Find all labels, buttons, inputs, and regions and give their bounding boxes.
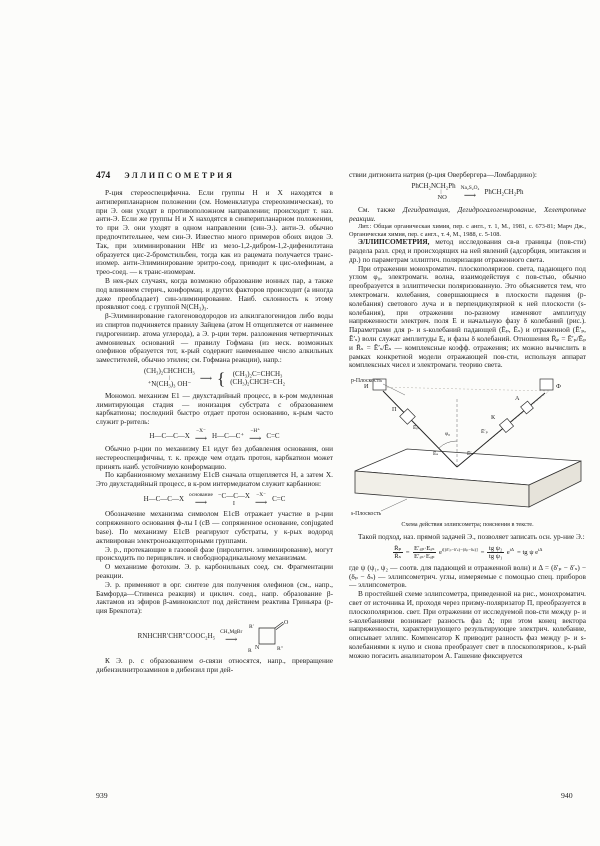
compensator-label: К [491,414,496,422]
literature: Лит.: Общая органическая химия, пер. с англ., т. 1, М., 1981, с. 673-81; Марч Дж., Органическая химия, пер. с англ., т. 4, М., 1988, с. 5-108. [349,223,586,238]
s-plane-label: s-Плоскость [351,511,382,518]
page-number: 474 [96,171,111,181]
detector-label: Ф [556,383,561,391]
paragraph: Мономол. механизм Е1 — двухстадийный процесс, в к-ром медленная лимитирующая стадия — ионизация субстрата с образованием карбкатиона; последний быстро отдает протон основанию, к-рым часто служит р-ритель: [96,390,333,427]
vector-ep2-label: Ē′ₚ [481,429,488,436]
figure-caption: Схема действия эллипсометра; пояснения в тексте. [401,522,534,529]
paragraph: В нек-рых случаях, когда возможно образование ионных пар, а также под влиянием стерич., конформац. и других факторов происходит (а иногда даже преобладает) син-элиминирование. Наиб. склонность к этому проявляют соед. с группой N(CH₃)₃. [96,275,333,312]
ring-label-r: R [248,648,252,655]
paragraph: Р-ция стереоспецифична. Если группы Н и Х находятся в антиперипланарном положении (см. Номенклатура стереохимическая), то при Э. они уходят в противоположном направлении; происходит т. наз. анти-Э. Если же группы Н и Х находятся в синперипланарном положении, то при Э. они уходят в одном направлении (син-Э.). анти-Э. обычно предпочтительнее, чем син-Э. Известно много примеров обоих видов Э. Так, при элиминировании HBr из мезо-1,2-дибром-1,2-дифенилэтана образуется цис-2-бромстильбен, тогда как из рацемата получается транс-изомер. анти-Элиминирование эритро-соед. приводит к цис-олефинам, а трео-соед. — к транс-изомерам. [96,189,333,277]
formula-line: PhCH₂NCH₂Ph [411,182,456,191]
running-title: ЭЛЛИПСОМЕТРИЯ [124,171,235,180]
formula-line: ⁺N(CH₃)₃ OH⁻ [147,380,192,389]
paragraph: О механизме фотохим. Э. р. карбонильных соед. см. Фрагментации реакции. [96,562,333,580]
paragraph: β-Элиминирование галогеноводородов из алкилгалогенидов либо воды из спиртов подчиняется правилу Зайцева (атом Н отщепляется от наименее гидрогенизир. атома углерода), а Э. р-ции терм. разложения четвертичных аммониевых оснований — правилу Гофмана (из неск. возможных олефинов образуется тот, к-рый содержит наименьшее число алкильных заместителей, обычно этилен; см. Гофмана реакции), напр.: [96,311,333,365]
vector-ep-label: Ēₚ [413,425,419,432]
s-plane-pointer [381,499,407,511]
ring-label-r2: R″ [277,646,284,653]
vector-es2-label: Ē′ₛ [467,451,474,458]
formula-line: (CH₃)₂CHCH=CH₂ [230,378,286,387]
ring-label-o: O [284,620,289,627]
analyzer-label: А [515,395,520,403]
paragraph: К Э. р. с образованием σ-связи относятся, напр., превращение дибензилнитрозаминов в дибензил при дей- [96,656,333,675]
p-plane-label: p-Плоскость [351,378,382,385]
intermediate-stack [218,492,250,508]
ellipsometry-equation [349,545,586,560]
bond-line: | [440,190,442,196]
ring-label-n: N [255,645,260,652]
formula-line: RNHCHR′CHR″COOC₂H₅ [137,632,216,641]
paragraph: Обычно р-ции по механизму Е1 идут без добавления основания, они нестереоспецифичны, т. к. прежде чем отдать протон, карбкатион может принять наиб. устойчивую конформацию. [96,444,333,471]
reactant-stack [144,367,195,388]
formula-line: Н—С—С—Х [143,495,185,504]
fraction: $\frac{\text{R̄ₚ}}{\text{R̄ₛ}}$ [394,544,402,561]
reactant-with-nitroso [411,182,455,202]
paragraph: Э. р., протекающие в газовой фазе (пиролитич. элиминирование), могут происходить по перициклич. и свободнорадикальному механизмам. [96,544,333,563]
running-header [96,171,333,181]
reaction-arrow: −X⁻ ⟶ [194,428,208,444]
compound-number: I [232,499,235,507]
formula-hofmann-elimination [96,367,333,388]
entry-ellipsometry [349,238,586,264]
reaction-arrow: CH₃MgBr ⟶ [220,629,243,644]
vector-es-label: Ēₛ [433,451,439,458]
formula-line: С=С [272,495,286,504]
paragraph: По карбанионному механизму Е1сВ сначала отщепляется Н, а затем Х. Это двухстадийный процесс, в к-ром интермедиатом служит карбанион: [96,470,333,489]
right-column [349,171,586,787]
column-number-right: 940 [561,791,573,800]
product-stack [230,370,285,387]
paragraph: В простейшей схеме эллипсометра, приведенной на рис., монохроматич. свет от источника И, проходя через призму-поляризатор П, преобразуется в плоскополяризов. свет. При отражении от исследуемой пов-сти между p- и s-колебаниями возникает разность фаз Δ; при этом конец вектора напряженности, характеризующего результирующее электрич. колебание, описывает эллипс. Компенсатор К приводит разность фаз между p- и s-колебаниями к нулю и снова преобразует свет в плоскополяризов., к-рый можно погасить анализатором А. Гашение фиксируется [349,589,586,660]
scheme-e1-mechanism [96,429,333,442]
scheme-e1cb-mechanism [96,492,333,508]
paragraph: где ψ (ψ₁, ψ₂ — соотв. для падающей и отраженной волн) и Δ = (δ′ₚ − δ′ₛ) − (δₚ − δₛ) — эллипсометрич. углы, измеряемые с помощью спец. приборов — эллипсометров. [349,562,586,590]
paragraph: ствии дитионита натрия (р-ция Овербергера—Ломбардино): [349,171,537,179]
polarizer-label: П [392,406,397,414]
nitroso-group: NO [437,194,447,202]
reaction-arrow: −H⁺ ⟶ [249,428,262,444]
detector-box [540,379,553,390]
equals-sign: = [480,548,485,556]
left-column [96,189,333,787]
formula-line: Н—С—С⁺ [212,431,245,440]
entry-term: ЭЛЛИПСОМЕТРИЯ, [358,237,430,247]
formula-breckpot-reaction [96,618,333,654]
entry-text: метод исследования св-в границы (пов-сти) раздела разл. сред и происходящих на ней явлений (адсорбция, эпитаксия и др.) по параметрам эллиптич. поляризации отраженного света. [349,237,586,264]
formula-line: (CH₃)₂C=CHCH₃ [232,369,283,378]
exponential-term: $e^{i\Delta}$ [506,546,514,556]
formula-line: PhCH₂CH₂Ph [484,188,524,197]
equation-tail: = tg ψ $e^{i\Delta}$ [517,546,543,556]
compensator-element [499,419,513,433]
reaction-arrow: ⟶ [199,372,213,383]
paragraph: Э. р. применяют в орг. синтезе для получения олефинов (см., напр., Бамфорда—Стивенса реакция) и циклич. соед., напр. образование β-лактамов из эфиров β-аминокислот под действием реактива Гриньяра (р-ция Брекпота): [96,579,333,616]
brace: { [217,368,226,388]
paragraph: Такой подход, наз. прямой задачей Э., позволяет записать осн. ур-ние Э.: [358,531,585,541]
see-also: См. также Дегидратация, Дегидрогалогенирование, Хелетропные реакции. [349,204,586,223]
angle-arc [439,441,457,448]
formula-line: С=С [266,431,280,440]
column-number-left: 939 [96,791,108,800]
reaction-arrow: −X⁻ ⟶ [254,492,268,507]
paragraph: Обозначение механизма символом Е1сВ отражает участие в р-ции сопряженного основания ф-лы I (сВ — сопряженное основание, conjugated base). По механизму Е1сВ реагируют субстраты, у к-рых водород активирован электроноакцепторными группами. [96,509,333,545]
source-label: И [364,383,369,391]
reaction-arrow: основание ⟶ [189,492,213,507]
ring-label-r1: R′ [249,624,255,631]
formula-line: (CH₃)₂CHCHCH₃ [143,367,195,376]
beta-lactam-ring [247,618,291,654]
formula-overberger-reaction [349,182,586,202]
paragraph: При отражении монохроматич. плоскополяризов. света, падающего под углом φ₀, электромагн. волна, взаимодействуя с пов-стью, обычно преобразуется в эллиптически поляризованную. Это объясняется тем, что электромагн. колебания, совершающиеся в плоскости падения (p-колебания) светового луча и в перпендикулярной к ней плоскости (s-колебания), при отражении по-разному изменяют амплитуду напряженности электрич. поля Е и начальную фазу δ колебаний (рис.). Параметрами для p- и s-колебаний падающей (Ēₚ, Ēₛ) и отраженной (Ē′ₚ, Ē′ₛ) волн служат амплитуды Eₐ и фазы δ колебаний. Отношения R̄ₚ = Ē′ₚ/Ēₚ и R̄ₛ = Ē′ₛ/Ēₛ — комплексные коэфф. отражения; их можно вычислить в рамках конкретной модели отражающей пов-сти, используя аппарат комплексных чисел и электромагн. теорию света. [349,263,586,370]
formula-line: ⁻С—С—Х [217,491,250,500]
exponential-term: $e^{i[(\delta'_p-\delta'_s)-(\delta_p-\delta_s)]}$ [438,546,478,556]
ellipsometer-scheme [349,373,586,521]
fraction: $\frac{\text{E′ₐₚ·Eₐₛ}}{\text{E′ₐₛ·Eₐₚ}}$ [414,544,435,561]
ellipsometer-diagram [349,373,586,529]
formula-line: Н—С—С—Х [149,431,190,440]
reaction-arrow: Na₂S₂O₄ ⟶ [460,185,480,200]
angle-label: φ₀ [445,431,451,438]
fraction: $\frac{\text{tg ψ₂}}{\text{tg ψ₁}}$ [488,544,503,561]
bond-line: | [168,374,170,381]
equals-sign: = [405,548,410,556]
